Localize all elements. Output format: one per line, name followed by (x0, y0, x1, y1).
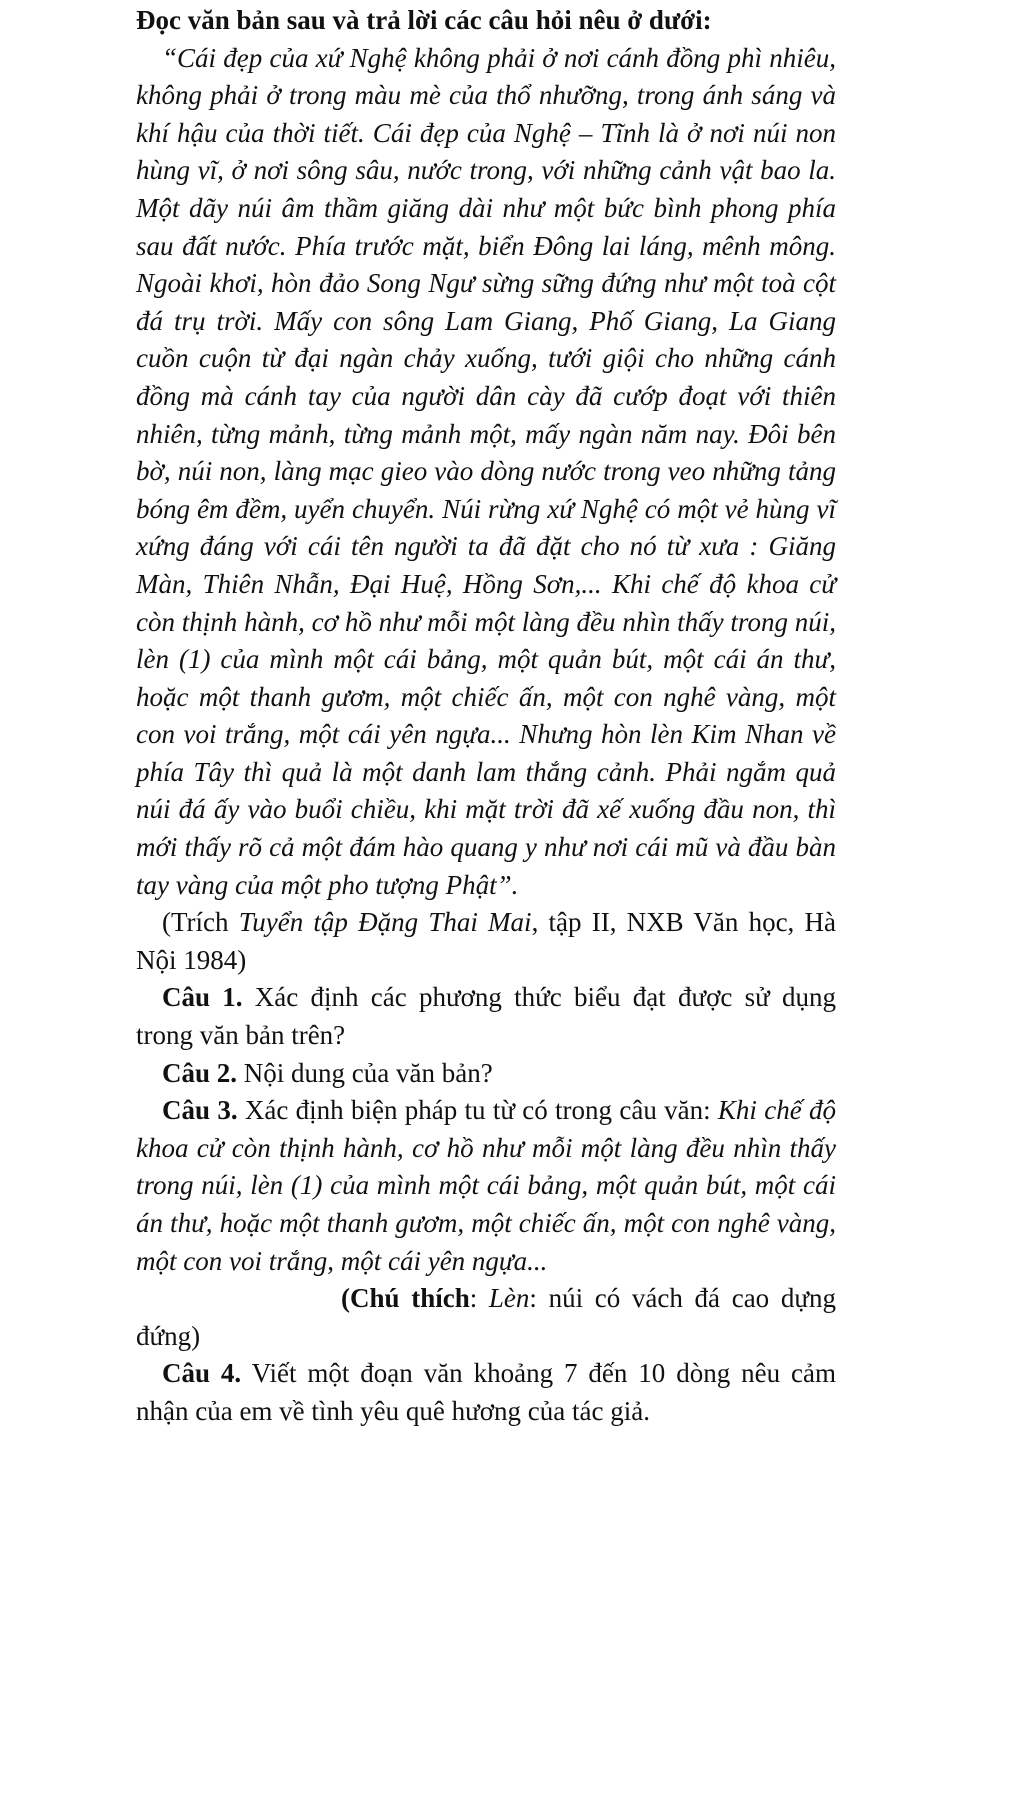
question-3-text: Xác định biện pháp tu từ có trong câu văn: (237, 1095, 718, 1126)
question-3-quote: Khi chế độ khoa cử còn thịnh hành, cơ hồ như mỗi một làng đều nhìn thấy trong núi, lèn (1) của mình một cái bảng, một quản bút, một cái án thư, hoặc một thanh gươm, một chiếc ấn, một con nghê vàng, một con voi trắng, một cái yên ngựa... (136, 1095, 837, 1276)
question-2-label: Câu 2. (162, 1057, 238, 1088)
question-1-label: Câu 1. (162, 982, 243, 1013)
source-prefix: (Trích (162, 907, 239, 938)
question-4-text: Viết một đoạn văn khoảng 7 đến 10 dòng nêu cảm nhận của em về tình yêu quê hương của tác giả. (136, 1358, 836, 1426)
reading-passage: “Cái đẹp của xứ Nghệ không phải ở nơi cánh đồng phì nhiêu, không phải ở trong màu mè của thổ nhưỡng, trong ánh sáng và khí hậu của thời tiết. Cái đẹp của Nghệ – Tĩnh là ở nơi núi non hùng vĩ, ở nơi sông sâu, nước trong, với những cảnh vật bao la. Một dãy núi âm thầm giăng dài như một bức bình phong phía sau đất nước. Phía trước mặt, biển Đông lai láng, mênh mông. Ngoài khơi, hòn đảo Song Ngư sừng sững đứng như một toà cột đá trụ trời. Mấy con sông Lam Giang, Phố Giang, La Giang cuồn cuộn từ đại ngàn chảy xuống, tưới giội cho những cánh đồng mà cánh tay của người dân cày đã cướp đoạt với thiên nhiên, từng mảnh, từng mảnh một, mấy ngàn năm nay. Đôi bên bờ, núi non, làng mạc gieo vào dòng nước trong veo những tảng bóng êm đềm, uyển chuyển. Núi rừng xứ Nghệ có một vẻ hùng vĩ xứng đáng với cái tên người ta đã đặt cho nó từ xưa : Giăng Màn, Thiên Nhẫn, Đại Huệ, Hồng Sơn,... Khi chế độ khoa cử còn thịnh hành, cơ hồ như mỗi một làng đều nhìn thấy trong núi, lèn (1) của mình một cái bảng, một quản bút, một cái án thư, hoặc một thanh gươm, một chiếc ấn, một con nghê vàng, một con voi trắng, một cái yên ngựa... Nhưng hòn lèn Kim Nhan về phía Tây thì quả là một danh lam thắng cảnh. Phải ngắm quả núi đá ấy vào buổi chiều, khi mặt trời đã xế xuống đầu non, thì mới thấy rõ cả một đám hào quang y như nơi cái mũ và đầu bàn tay vàng của một pho tượng Phật”. (136, 42, 836, 900)
footnote-open: ( (341, 1283, 350, 1314)
footnote-definition: : núi có vách đá cao dựng đứng) (136, 1283, 836, 1351)
question-3-label: Câu 3. (162, 1095, 238, 1126)
instruction-heading: Đọc văn bản sau và trả lời các câu hỏi nêu ở dưới: (136, 5, 712, 35)
question-3 (136, 1092, 836, 1280)
passage-source (136, 904, 836, 979)
question-1 (136, 979, 836, 1054)
question-4 (136, 1355, 836, 1430)
question-4-label: Câu 4. (162, 1358, 242, 1389)
footnote (136, 1280, 836, 1355)
footnote-label: Chú thích (350, 1283, 470, 1314)
footnote-colon: : (469, 1283, 489, 1314)
document-page (136, 0, 836, 1431)
question-2 (136, 1055, 836, 1093)
question-1-text: Xác định các phương thức biểu đạt được sử dụng trong văn bản trên? (136, 982, 837, 1051)
footnote-term: Lèn (488, 1283, 530, 1314)
source-suffix: , tập II, NXB Văn học, Hà Nội 1984) (136, 907, 836, 975)
source-title: Tuyển tập Đặng Thai Mai (238, 907, 532, 938)
question-2-text: Nội dung của văn bản? (237, 1057, 493, 1088)
